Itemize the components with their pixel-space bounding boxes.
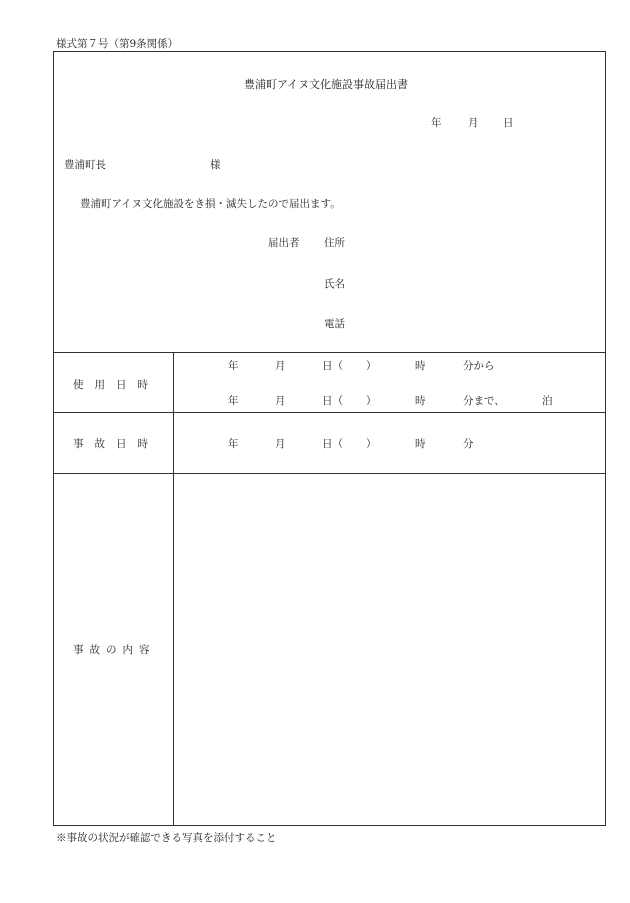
usage-end-hour: 時 (415, 395, 426, 407)
usage-end-month: 月 (275, 395, 286, 407)
applicant-name-label: 氏名 (324, 278, 345, 290)
usage-start-hour: 時 (415, 360, 426, 372)
usage-nights-label: 泊 (542, 395, 553, 407)
date-year-label: 年 (431, 117, 442, 129)
form-title: 豊浦町アイヌ文化施設事故届出書 (244, 78, 409, 91)
incident-year: 年 (228, 438, 239, 450)
applicant-address-label: 住所 (324, 237, 345, 249)
incident-close: ） (366, 438, 377, 450)
footnote: ※事故の状況が確認できる写真を添付すること (56, 832, 277, 844)
incident-datetime-header: 事故日時 (73, 438, 159, 450)
divider-usage-top (53, 352, 606, 353)
incident-month: 月 (275, 438, 286, 450)
usage-end-suffix: 分まで、 (463, 395, 505, 407)
incident-day: 日（ (322, 438, 343, 450)
usage-start-month: 月 (275, 360, 286, 372)
applicant-label: 届出者 (268, 237, 300, 249)
incident-details-header: 事故の内容 (73, 644, 156, 656)
usage-start-close: ） (366, 360, 377, 372)
addressee-honorific: 様 (210, 159, 221, 171)
usage-end-day: 日（ (322, 395, 343, 407)
date-day-label: 日 (503, 117, 514, 129)
date-month-label: 月 (468, 117, 479, 129)
divider-usage-bottom (53, 412, 606, 413)
usage-start-suffix: 分から (463, 360, 495, 372)
addressee-name: 豊浦町長 (64, 159, 106, 171)
statement-text: 豊浦町アイヌ文化施設をき損・滅失したので届出ます。 (80, 198, 341, 210)
usage-end-year: 年 (228, 395, 239, 407)
usage-start-day: 日（ (322, 360, 343, 372)
usage-datetime-header: 使用日時 (73, 379, 159, 391)
incident-hour: 時 (415, 438, 426, 450)
usage-start-year: 年 (228, 360, 239, 372)
form-label: 様式第７号（第9条関係） (56, 38, 179, 50)
applicant-phone-label: 電話 (324, 318, 345, 330)
label-column-divider (173, 352, 174, 826)
incident-minute: 分 (463, 438, 474, 450)
usage-end-close: ） (366, 395, 377, 407)
divider-incident-bottom (53, 473, 606, 474)
